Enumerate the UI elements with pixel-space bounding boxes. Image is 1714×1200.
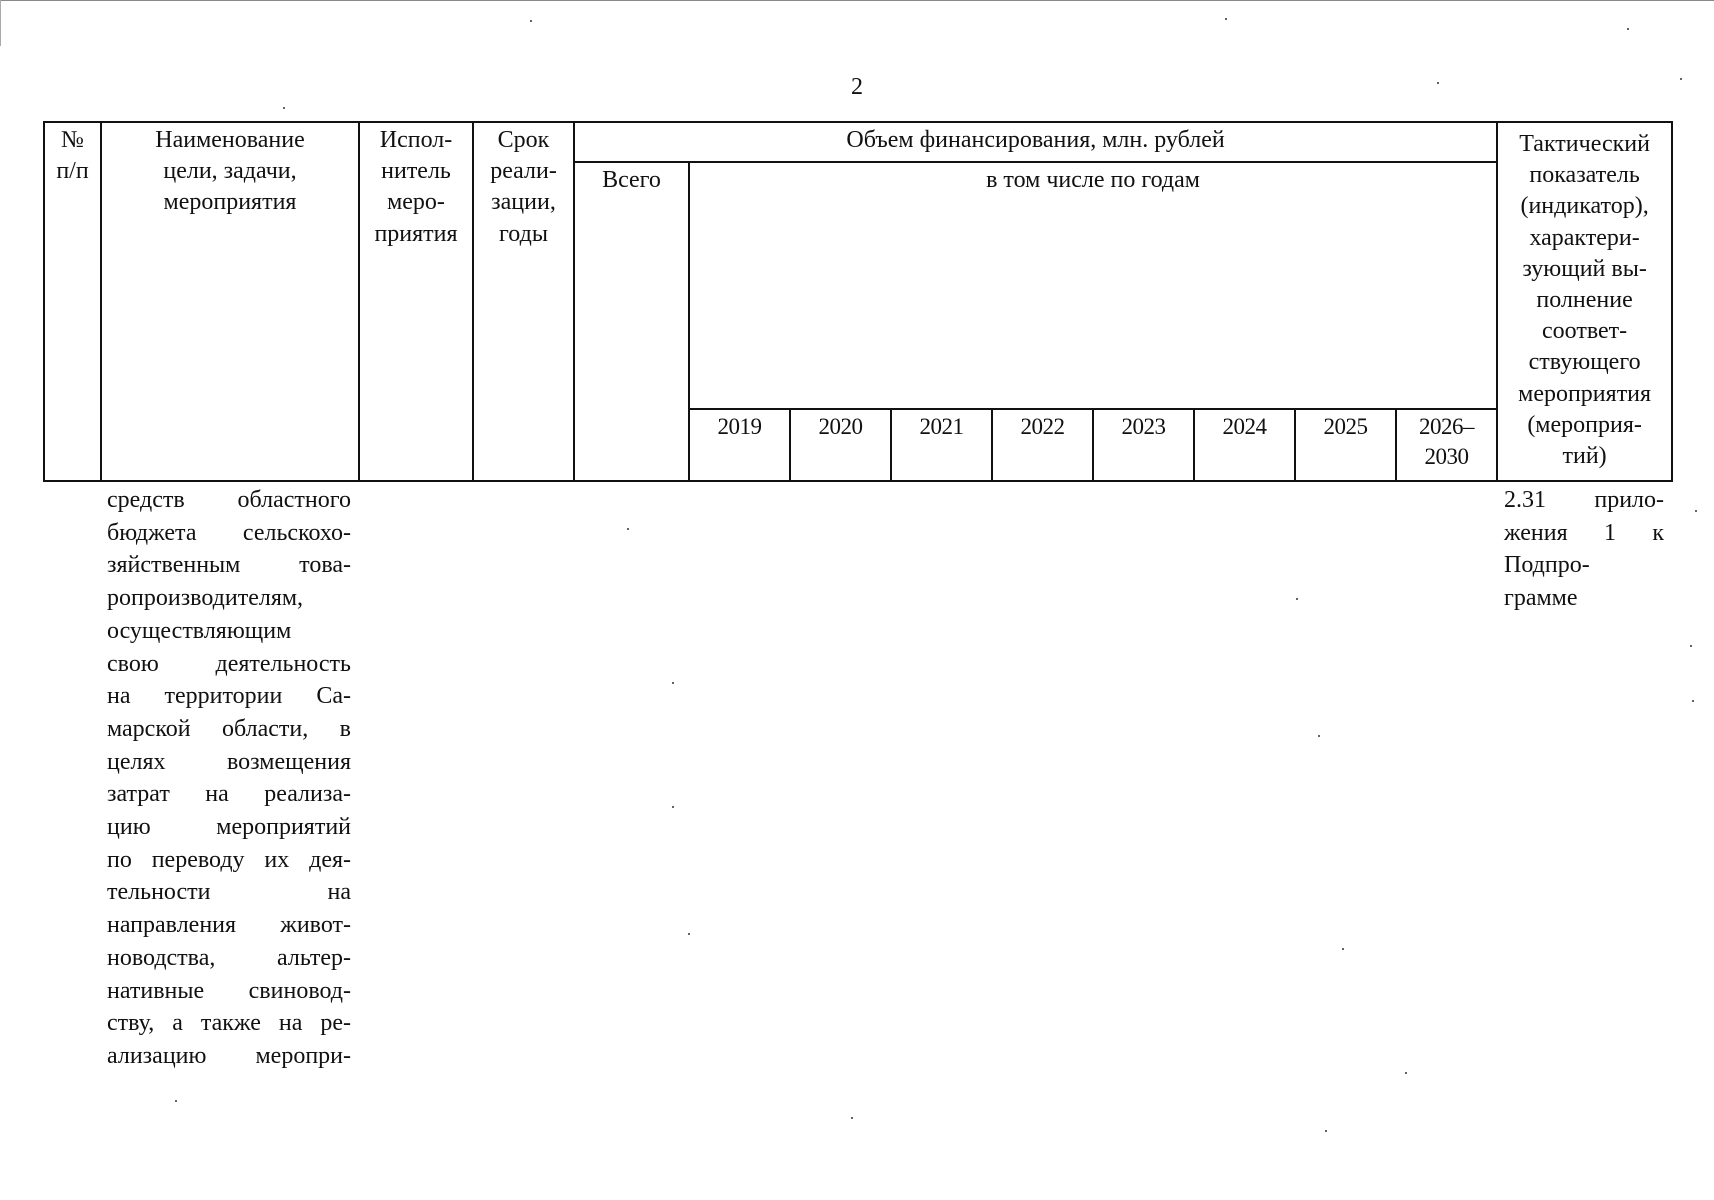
- scan-speck: [175, 1100, 177, 1102]
- header-year-2026-2030: [1396, 409, 1497, 481]
- scan-speck: [530, 20, 532, 22]
- activity-name-text: [107, 484, 351, 1073]
- header-executor-label: Испол- нитель меро- приятия: [374, 127, 458, 247]
- header-total: Всего: [574, 162, 689, 481]
- scan-speck: [1695, 510, 1697, 512]
- scan-speck: [1342, 948, 1344, 950]
- scan-speck: [1296, 598, 1298, 600]
- activity-name-line: ропроизводителям,: [107, 585, 304, 612]
- scan-speck: [672, 806, 674, 808]
- header-number: [44, 122, 101, 481]
- header-financing-group: Объем финансирования, млн. рублей: [574, 122, 1497, 162]
- scan-speck: [1318, 735, 1320, 737]
- scan-speck: [1680, 78, 1682, 80]
- header-period-label: Срок реали- зации, годы: [490, 127, 557, 247]
- scan-speck: [1690, 645, 1692, 647]
- header-name: [101, 122, 359, 481]
- header-year-2024: 2024: [1194, 409, 1295, 481]
- header-year-2021: 2021: [891, 409, 992, 481]
- scan-speck: [1437, 82, 1439, 84]
- indicator-line: Подпро-: [1504, 552, 1590, 579]
- activity-name-line: затрат на реализа-: [107, 781, 351, 808]
- activity-name-line: ализацию меропри-: [107, 1042, 351, 1069]
- page-left-border: [0, 0, 1, 46]
- page-top-border: [0, 0, 1714, 1]
- scan-speck: [688, 933, 690, 935]
- activity-name-line: зяйственным това-: [107, 552, 351, 579]
- activity-name-line: нативные свиновод-: [107, 977, 351, 1004]
- page-number: 2: [851, 74, 863, 100]
- header-name-label: Наименование цели, задачи, мероприятия: [155, 127, 305, 216]
- scan-speck: [1692, 700, 1694, 702]
- activity-name-line: осуществляющим: [107, 617, 292, 644]
- activity-name-line: цию мероприятий: [107, 814, 351, 841]
- activity-name-line: средств областного: [107, 487, 351, 513]
- scan-speck: [1627, 28, 1629, 30]
- header-year-2026-2030-label: 2026– 2030: [1419, 414, 1475, 470]
- activity-name-line: новодства, альтер-: [107, 944, 351, 971]
- scan-speck: [283, 107, 285, 109]
- scan-speck: [851, 1117, 853, 1119]
- activity-name-line: направления живот-: [107, 912, 351, 939]
- indicator-line: жения 1 к: [1504, 519, 1664, 546]
- header-by-years-group: в том числе по годам: [689, 162, 1497, 409]
- scan-speck: [672, 682, 674, 684]
- activity-name-line: на территории Са-: [107, 683, 351, 710]
- activity-name-line: по переводу их дея-: [107, 846, 351, 873]
- header-executor: [359, 122, 473, 481]
- financing-table: [43, 121, 1673, 482]
- activity-name-line: марской области, в: [107, 715, 351, 742]
- header-period: [473, 122, 574, 481]
- scan-speck: [1225, 18, 1227, 20]
- activity-name-line: целях возмещения: [107, 748, 351, 775]
- indicator-line: 2.31 прило-: [1504, 487, 1664, 513]
- indicator-text: [1504, 484, 1664, 615]
- header-number-label: № п/п: [56, 127, 89, 185]
- scan-speck: [627, 528, 629, 530]
- header-indicator-label: Тактический показатель (индикатор), характери- зующий вы- полнение соответ- ствующего мероприятия (мероприя- тий): [1518, 131, 1652, 469]
- header-year-2020: 2020: [790, 409, 891, 481]
- header-indicator: [1497, 122, 1672, 481]
- activity-name-line: тельности на: [107, 879, 351, 906]
- header-year-2023: 2023: [1093, 409, 1194, 481]
- activity-name-line: бюджета сельскохо-: [107, 519, 351, 546]
- indicator-line: грамме: [1504, 585, 1578, 612]
- header-year-2022: 2022: [992, 409, 1093, 481]
- header-year-2025: 2025: [1295, 409, 1396, 481]
- activity-name-line: свою деятельность: [107, 650, 351, 677]
- scan-speck: [1405, 1072, 1407, 1074]
- header-year-2019: 2019: [689, 409, 790, 481]
- activity-name-line: ству, а также на ре-: [107, 1010, 351, 1037]
- scan-speck: [1325, 1130, 1327, 1132]
